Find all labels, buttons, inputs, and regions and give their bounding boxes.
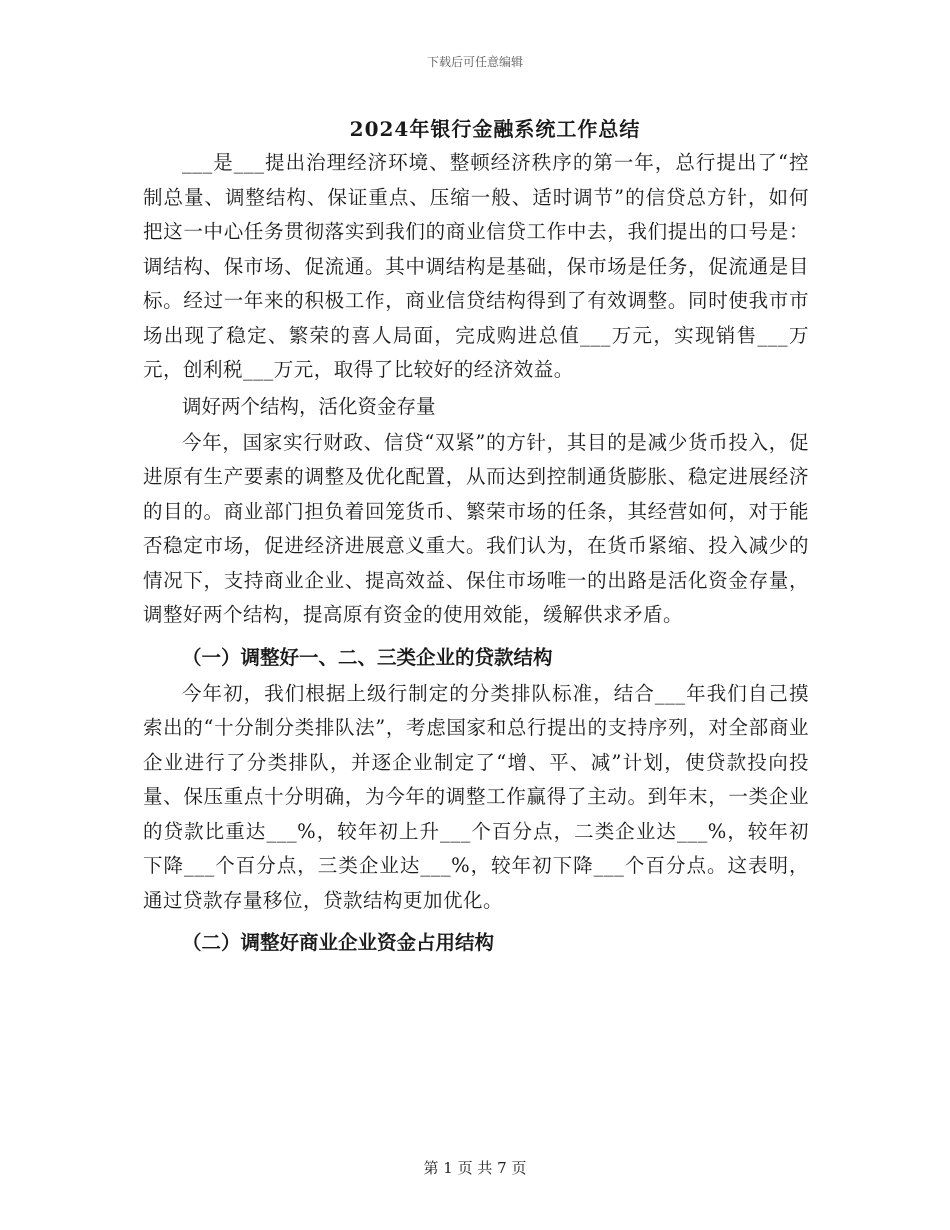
paragraph-intro: ___是___提出治理经济环境、整顿经济秩序的第一年，总行提出了“控制总量、调整结构、保证重点、压缩一般、适时调节”的信贷总方针，如何把这一中心任务贯彻落实到我们的商业信贷工作中去，我们提出的口号是：调结构、保市场、促流通。其中调结构是基础，保市场是任务，促流通是目标。经过一年来的积极工作，商业信贷结构得到了有效调整。同时使我市市场出现了稳定、繁荣的喜人局面，完成购进总值___万元，实现销售___万元，创利税___万元，取得了比较好的经济效益。 [143, 151, 809, 381]
paragraph-loan-structure: 今年初，我们根据上级行制定的分类排队标准，结合___年我们自己摸索出的“十分制分类排队法”，考虑国家和总行提出的支持序列，对全部商业企业进行了分类排队，并逐企业制定了“增、平、减”计划，使贷款投向投量、保压重点十分明确，为今年的调整工作赢得了主动。到年末，一类企业的贷款比重达___%，较年初上升___个百分点，二类企业达___%，较年初下降___个百分点，三类企业达___%，较年初下降___个百分点。这表明，通过贷款存量移位，贷款结构更加优化。 [143, 681, 809, 912]
section-heading: 调好两个结构，活化资金存量 [182, 394, 436, 418]
subheading-loan-structure: （一）调整好一、二、三类企业的贷款结构 [182, 645, 553, 669]
document-body [143, 146, 809, 962]
subheading-fund-structure: （二）调整好商业企业资金占用结构 [182, 931, 495, 954]
page-number: 第 1 页 共 7 页 [423, 1159, 527, 1177]
download-note: 下载后可任意编辑 [426, 55, 523, 69]
document-title: 2024年银行金融系统工作总结 [349, 117, 641, 141]
paragraph-policy: 今年，国家实行财政、信贷“双紧”的方针，其目的是减少货币投入，促进原有生产要素的调整及优化配置，从而达到控制通货膨胀、稳定进展经济的目的。商业部门担负着回笼货币、繁荣市场的任条，其经营如何，对于能否稳定市场，促进经济进展意义重大。我们认为，在货币紧缩、投入减少的情况下，支持商业企业、提高效益、保住市场唯一的出路是活化资金存量，调整好两个结构，提高原有资金的使用效能，缓解供求矛盾。 [143, 430, 809, 626]
